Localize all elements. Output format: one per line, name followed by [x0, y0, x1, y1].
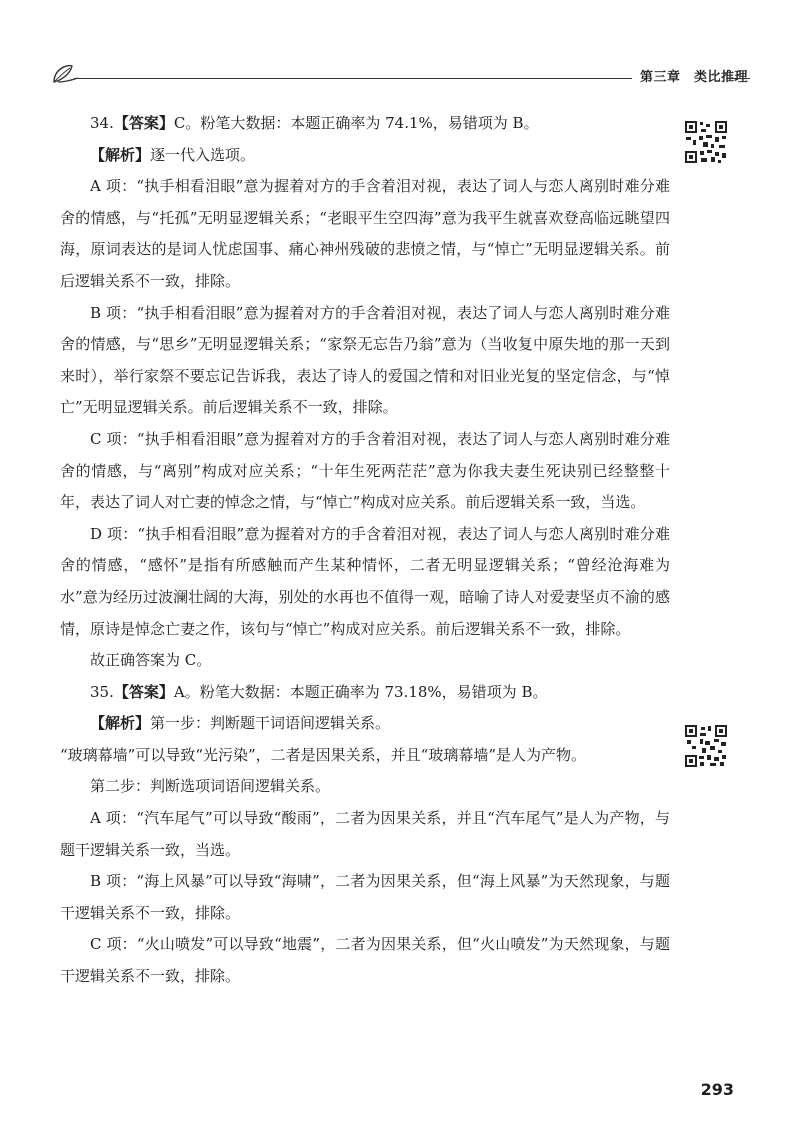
- answer-tag: 【答案】: [113, 114, 174, 132]
- chapter-title: 第三章 类比推理: [640, 70, 749, 85]
- header-rule-right: [726, 78, 750, 79]
- q34-option-b: B 项：“执手相看泪眼”意为握着对方的手含着泪对视，表达了词人与恋人离别时难分难舍的情感，与“思乡”无明显逻辑关系；“家祭无忘告乃翁”意为（当收复中原失地的那一天到来时），举行家祭不要忘记告诉我，表达了诗人的爱国之情和对旧业光复的坚定信念，与“悼亡”无明显逻辑关系。前后逻辑关系不一致，排除。: [60, 303, 670, 417]
- q35-analysis: [60, 708, 670, 740]
- analysis-tag: 【解析】: [90, 714, 151, 733]
- header-rule-left: [74, 78, 632, 79]
- question-number: 35.: [90, 682, 114, 701]
- analysis-text: 逐一代入选项。: [150, 145, 256, 164]
- qr-code-icon[interactable]: [684, 120, 728, 164]
- leaf-ornament-icon: [50, 60, 80, 88]
- q35-option-b: B 项：“海上风暴”可以导致“海啸”，二者为因果关系，但“海上风暴”为天然现象，与题干逻辑关系不一致，排除。: [60, 872, 670, 922]
- q34-option-a: A 项：“执手相看泪眼”意为握着对方的手含着泪对视，表达了词人与恋人离别时难分难舍的情感，与“托孤”无明显逻辑关系；“老眼平生空四海”意为我平生就喜欢登高临远眺望四海，原词表达的是词人忧虑国事、痛心神州残破的悲愤之情，与“悼亡”无明显逻辑关系。前后逻辑关系不一致，排除。: [60, 177, 670, 290]
- q34-answer: [60, 108, 670, 140]
- page-number: 293: [700, 1080, 734, 1099]
- analysis-tag: 【解析】: [90, 145, 151, 164]
- q35-option-c: C 项：“火山喷发”可以导致“地震”，二者为因果关系，但“火山喷发”为天然现象，与题干逻辑关系不一致，排除。: [60, 935, 670, 986]
- q34-conclusion: 故正确答案为 C。: [90, 651, 212, 670]
- page-header: [50, 60, 750, 94]
- analysis-text: 第一步：判断题干词语间逻辑关系。: [150, 714, 391, 733]
- answer-text: A。粉笔大数据：本题正确率为 73.18%，易错项为 B。: [173, 682, 548, 701]
- qr-code-icon[interactable]: [684, 724, 728, 768]
- q34-option-c: C 项：“执手相看泪眼”意为握着对方的手含着泪对视，表达了词人与恋人离别时难分难舍的情感，与“离别”构成对应关系；“十年生死两茫茫”意为你我夫妻生死诀别已经整整十年，表达了词人对亡妻的悼念之情，与“悼亡”构成对应关系。前后逻辑关系一致，当选。: [60, 429, 670, 512]
- q34-option-d: D 项：“执手相看泪眼”意为握着对方的手含着泪对视，表达了词人与恋人离别时难分难舍的情感，“感怀”是指有所感触而产生某种情怀，二者无明显逻辑关系；“曾经沧海难为水”意为经历过波澜壮阔的大海，别处的水再也不值得一观，暗喻了诗人对爱妻坚贞不渝的感情，原诗是悼念亡妻之作，该句与“悼亡”构成对应关系。前后逻辑关系不一致，排除。: [60, 524, 670, 638]
- q34-analysis: [60, 140, 670, 172]
- q35-answer: [60, 677, 670, 709]
- q35-option-a: A 项：“汽车尾气”可以导致“酸雨”，二者为因果关系，并且“汽车尾气”是人为产物，与题干逻辑关系一致，当选。: [60, 809, 670, 859]
- question-number: 34.: [90, 114, 114, 132]
- q35-step2: 第二步：判断选项词语间逻辑关系。: [90, 777, 331, 796]
- answer-tag: 【答案】: [113, 682, 174, 701]
- answer-text: C。粉笔大数据：本题正确率为 74.1%，易错项为 B。: [173, 114, 539, 132]
- q35-stem: “玻璃幕墙”可以导致“光污染”，二者是因果关系，并且“玻璃幕墙”是人为产物。: [60, 745, 587, 764]
- page-content: [60, 108, 670, 993]
